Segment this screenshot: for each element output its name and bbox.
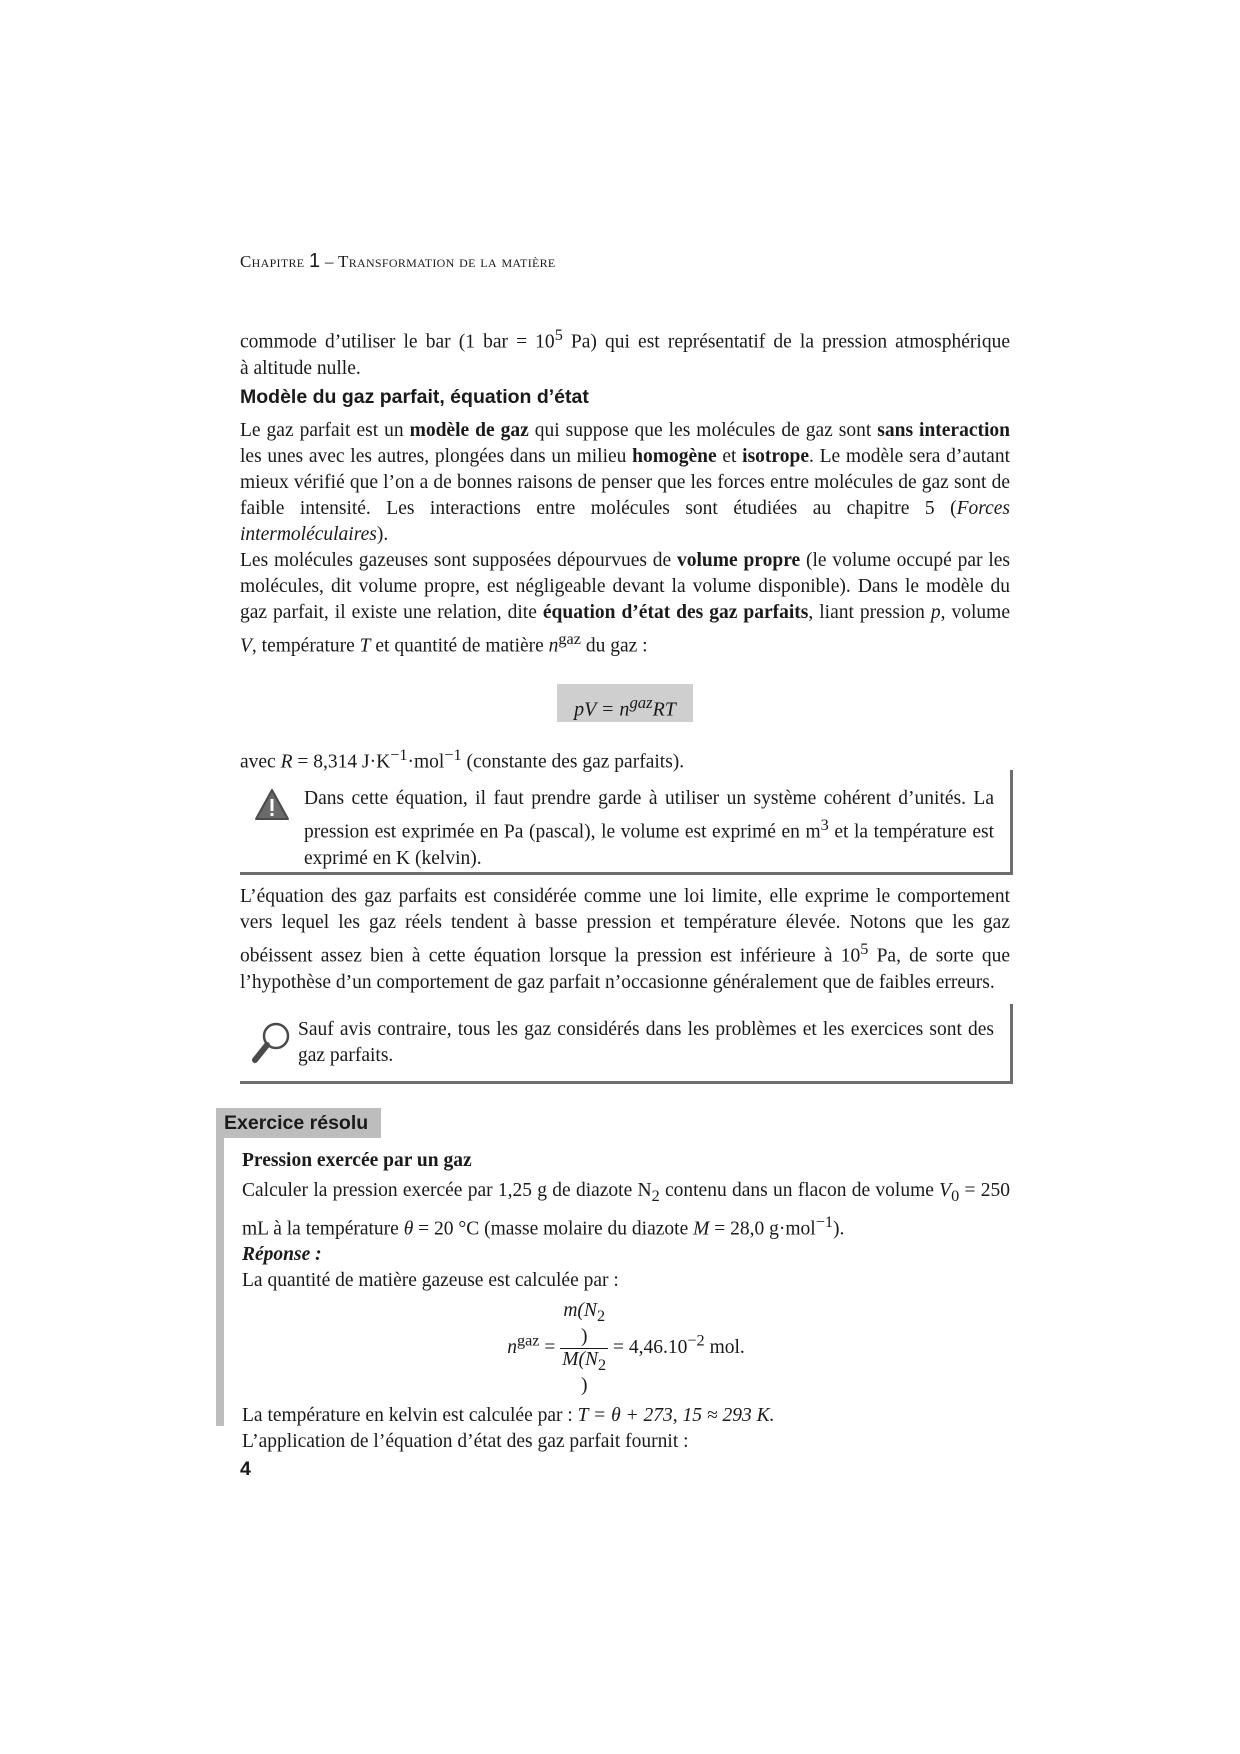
moles-formula: $n^{gaz}$ = $m(N_2$ ) $M(N_2$ ) = $4,46.10^{-2}$ mol. bbox=[507, 1300, 745, 1397]
paragraph-state-equation: Les molécules gazeuses sont supposées dépourvues de volume propre (le volume occupé par les molécules, dit volume propre, est négligeable devant la volume disponible). Dans le modèle du gaz parfait, il existe une relation, dite équation d’état des gaz parfaits, liant pression p, volume V, température T et quantité de matière $n^{gaz}$ du gaz : bbox=[240, 550, 1010, 657]
exercise-statement: Calculer la pression exercée par 1,25 g de diazote $N_2$ contenu dans un flacon de volume $V_0 = 250$ mL à la température θ = 20 °C (masse molaire du diazote M = 28,0 g·mol$^{-1}$). bbox=[242, 1180, 1010, 1240]
chapter-word: Chapitre bbox=[240, 252, 305, 271]
section-heading bbox=[240, 386, 1010, 409]
warning-box bbox=[240, 770, 1013, 875]
ideal-gas-equation: pV = $n^{gaz}RT$ bbox=[557, 684, 693, 722]
paragraph-limit-law: L’équation des gaz parfaits est considérée comme une loi limite, elle exprime le comportement vers lequel les gaz réels tendent à basse pression et température élevée. Notons que les gaz obéissent assez bien à cette équation lorsque la pression est inférieure à $10^5$ Pa, de sorte que l’hypothèse d’un comportement de gaz parfait n’occasionne généralement que de faibles erreurs. bbox=[240, 886, 1010, 993]
section-title: Modèle du gaz parfait, équation d’état bbox=[240, 386, 589, 408]
answer-line-1: La quantité de matière gazeuse est calculée par : bbox=[242, 1270, 619, 1292]
answer-line-2: La température en kelvin est calculée par : T = θ + 273, 15 ≈ 293 K. bbox=[242, 1405, 775, 1427]
tip-box bbox=[240, 1004, 1013, 1084]
intro-line-2: à altitude nulle. bbox=[240, 357, 361, 379]
exercise-sidebar bbox=[216, 1138, 224, 1426]
answer-line-3: L’application de l’équation d’état des gaz parfait fournit : bbox=[242, 1431, 689, 1453]
running-header bbox=[240, 250, 556, 273]
chapter-title: – Transformation de la matière bbox=[324, 252, 556, 271]
answer-label: Réponse : bbox=[242, 1244, 322, 1266]
warning-icon bbox=[254, 788, 290, 822]
gas-constant-line: avec R = 8,314 $J\cdot K^{-1}\cdot mol^{-1}$ (constante des gaz parfaits). bbox=[240, 746, 685, 773]
intro-paragraph: commode d’utiliser le bar (1 bar = $10^5$ Pa) qui est représentatif de la pression atmosphérique à altitude nulle. bbox=[240, 322, 1010, 382]
exercise-body bbox=[242, 1148, 1010, 1455]
page-number: 4 bbox=[240, 1458, 251, 1480]
paragraph-ideal-gas: Le gaz parfait est un modèle de gaz qui suppose que les molécules de gaz sont sans interaction les unes avec les autres, plongées dans un milieu homogène et isotrope. Le modèle sera d’autant mieux vérifié que l’on a de bonnes raisons de penser que les forces entre molécules de gaz sont de faible intensité. Les interactions entre molécules sont étudiées au chapitre 5 (Forces intermoléculaires). bbox=[240, 420, 1011, 545]
magnifier-icon bbox=[250, 1020, 294, 1066]
warning-text: Dans cette équation, il faut prendre garde à utiliser un système cohérent d’unités. La pression est exprimée en Pa (pascal), le volume est exprimé en $m^3$ et la température est exprimé en K (kelvin). bbox=[304, 788, 995, 869]
fraction: $m(N_2$ ) $M(N_2$ ) bbox=[562, 1300, 607, 1397]
exercise-title: Pression exercée par un gaz bbox=[242, 1150, 472, 1171]
exercise-tab: Exercice résolu bbox=[216, 1108, 381, 1138]
chapter-number: 1 bbox=[308, 250, 321, 272]
tip-text: Sauf avis contraire, tous les gaz considérés dans les problèmes et les exercices sont des gaz parfaits. bbox=[298, 1019, 994, 1066]
